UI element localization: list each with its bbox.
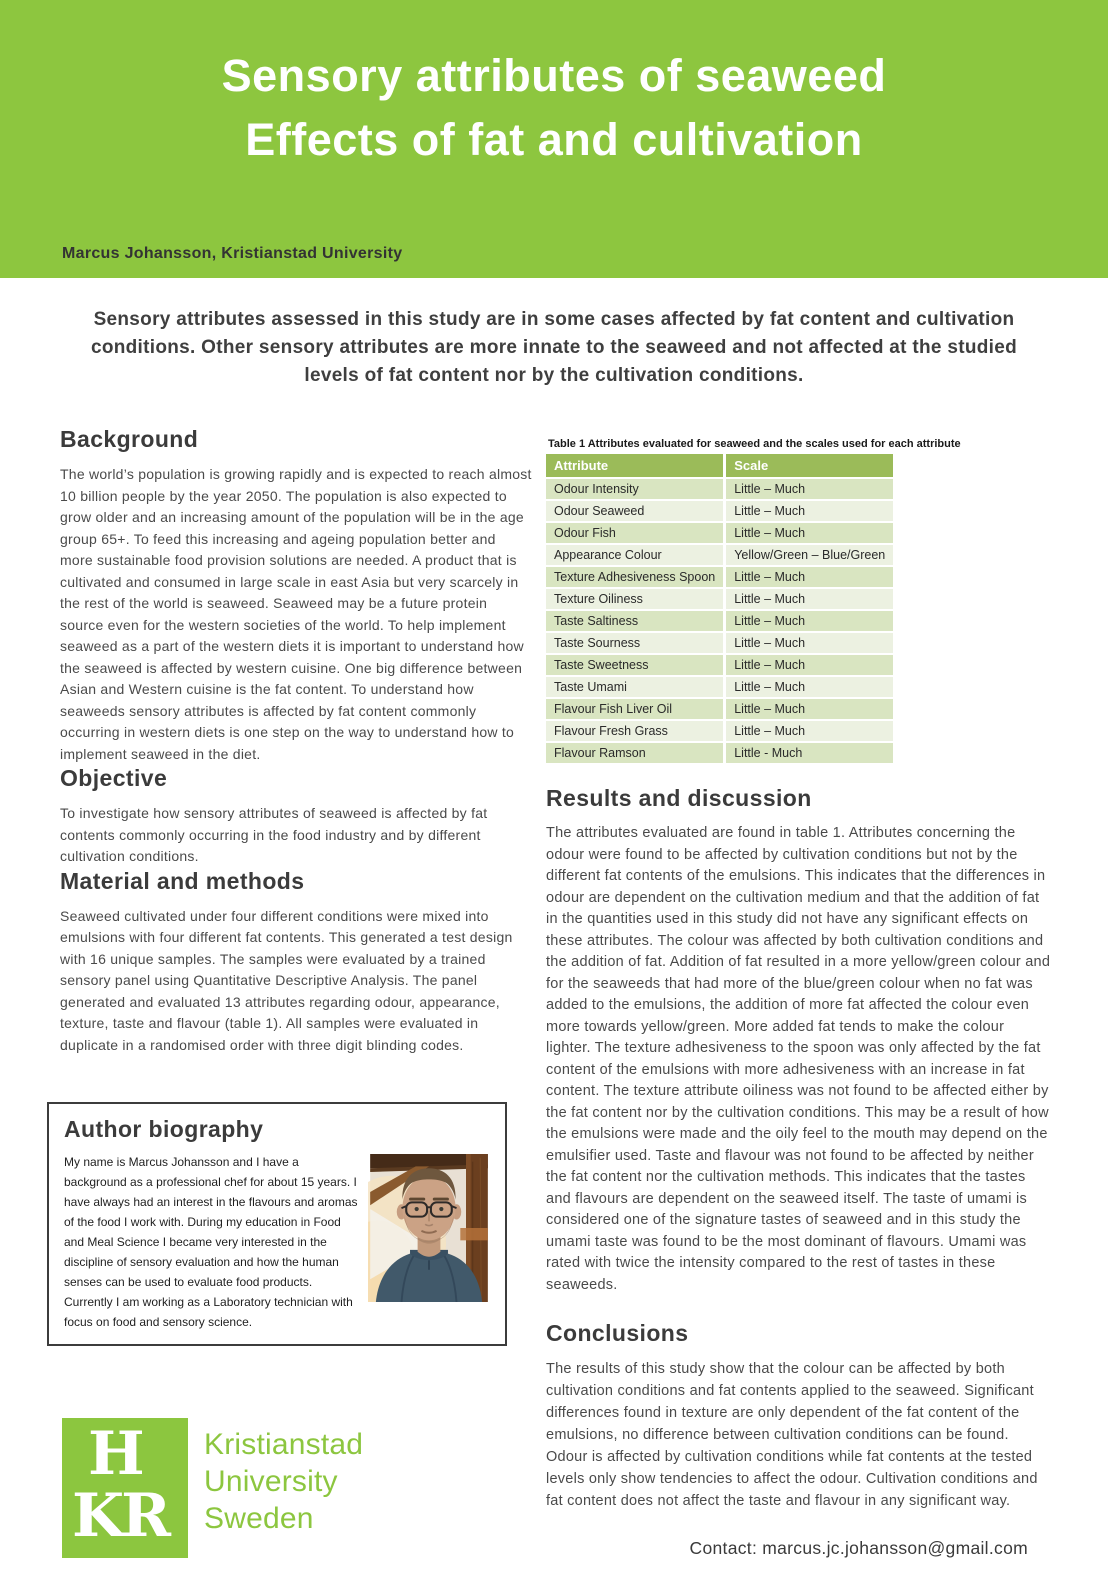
table-cell: Little – Much	[725, 676, 895, 698]
results-section	[546, 785, 1052, 1296]
table-row	[546, 588, 895, 610]
table-cell: Texture Oiliness	[546, 588, 725, 610]
table-cell: Little – Much	[725, 610, 895, 632]
table-cell: Little – Much	[725, 588, 895, 610]
bio-heading: Author biography	[64, 1116, 264, 1142]
conclusions-body: The results of this study show that the colour can be affected by both cultivation conditions and fat contents applied to the seaweed. Significant differences found in texture are only dependent of the fat content of the emulsions, no difference between cultivation conditions can be found. Odour is affected by cultivation conditions while fat contents at the tested levels only show tendencies to affect the odour. Cultivation conditions and fat content does not affect the taste and flavour in any significant way.	[546, 1361, 1038, 1509]
table-cell: Little - Much	[725, 742, 895, 764]
table-cell: Flavour Ramson	[546, 742, 725, 764]
table-cell: Little – Much	[725, 566, 895, 588]
table-cell: Taste Sweetness	[546, 654, 725, 676]
author-photo	[368, 1154, 490, 1302]
table-row	[546, 610, 895, 632]
table-row	[546, 720, 895, 742]
table-header-row	[546, 454, 895, 478]
poster-title	[0, 0, 1108, 172]
attributes-table-body	[546, 478, 895, 764]
attributes-table	[546, 454, 896, 765]
table-row	[546, 478, 895, 500]
results-heading: Results and discussion	[546, 785, 812, 811]
table-row	[546, 566, 895, 588]
table-caption: Table 1 Attributes evaluated for seaweed and the scales used for each attribute	[548, 438, 961, 450]
logo-org-line3: Sweden	[204, 1502, 314, 1535]
methods-body: Seaweed cultivated under four different conditions were mixed into emulsions with four different fat contents. This generated a test design with 16 unique samples. The samples were evaluated by a trained sensory panel using Quantitative Descriptive Analysis. The panel generated and evaluated 13 attributes regarding odour, appearance, texture, taste and flavour (table 1). All samples were evaluated in duplicate in a randomised order with three digit blinding codes.	[60, 907, 513, 1053]
table-row	[546, 522, 895, 544]
table-row	[546, 500, 895, 522]
table-row	[546, 698, 895, 720]
table-row	[546, 676, 895, 698]
logo-letter-h: H	[88, 1419, 145, 1489]
methods-heading: Material and methods	[60, 867, 305, 894]
logo-org-line2: University	[204, 1465, 338, 1498]
title-line-1: Sensory attributes of seaweed	[221, 50, 887, 101]
author-line: Marcus Johansson, Kristianstad University	[62, 245, 403, 262]
table-row	[546, 632, 895, 654]
results-body: The attributes evaluated are found in table 1. Attributes concerning the odour were found to be affected by cultivation conditions but not by the different fat contents of the emulsions. This indicates that the differences in odour are dependent on the cultivation medium and that the addition of fat in the quantities used in this study did not have any significant effects on these attributes. The colour was affected by both cultivation conditions and the addition of fat. Addition of fat resulted in a more yellow/green colour and for the seaweeds that had more of the blue/green colour when no fat was added to the emulsions, the addition of more fat affected the colour even more towards yellow/green. More added fat tends to make the colour lighter. The texture adhesiveness to the spoon was only affected by the fat content of the emulsions with more adhesiveness with an increase in fat content. The texture attribute oiliness was not found to be affected either by the fat content nor by the cultivation conditions. This may be a result of how the emulsions were made and the oily feel to the mouth may depend on the emulsifier used. Taste and flavour was not found to be affected by neither the fat content nor the cultivation methods. This indicates that the tastes and flavours are dependent on the seaweed itself. The taste of umami is considered one of the signature tastes of seaweed and in this study the umami taste was found to be the most dominant of flavours. Umami was rated with twice the intensity compared to the rest of tastes in these seaweeds.	[546, 825, 1051, 1293]
table-cell: Taste Umami	[546, 676, 725, 698]
table-cell: Odour Seaweed	[546, 500, 725, 522]
background-heading: Background	[60, 426, 199, 452]
contact-line: Contact: marcus.jc.johansson@gmail.com	[689, 1538, 1028, 1558]
table-cell: Little – Much	[725, 478, 895, 500]
table-cell: Flavour Fish Liver Oil	[546, 698, 725, 720]
right-column	[546, 438, 1052, 1559]
background-body: The world’s population is growing rapidly and is expected to reach almost 10 billion people by the year 2050. The population is also expected to grow older and an increasing amount of the population will be in the age group 65+. To feed this increasing and ageing population better and more sustainable food provision solutions are needed. A product that is cultivated and consumed in large scale in east Asia but very scarcely in the rest of the world is seaweed. Seaweed may be a future protein source even for the western societies of the world. To help implement seaweed as a part of the western diets it is important to understand how the seaweed is affected by western cuisine. One big difference between Asian and Western cuisine is the fat content. To understand how seaweeds sensory attributes is affected by fat content commonly occurring in western diets is one step on the way to understand how to implement seaweed in the diet.	[60, 466, 532, 762]
objective-heading: Objective	[60, 765, 168, 791]
table-cell: Yellow/Green – Blue/Green	[725, 544, 895, 566]
table-cell: Little – Much	[725, 720, 895, 742]
university-logo	[62, 1418, 532, 1558]
logo-org-line1: Kristianstad	[204, 1428, 364, 1461]
hkr-logo-icon	[62, 1418, 188, 1558]
table-row	[546, 654, 895, 676]
objective-body: To investigate how sensory attributes of seaweed is affected by fat contents commonly occurring in the food industry and by different cultivation conditions.	[60, 805, 488, 864]
intro-statement: Sensory attributes assessed in this study are in some cases affected by fat content and cultivation conditions. Other sensory attributes are more innate to the seaweed and not affected at the studied levels of fat content nor by the cultivation conditions.	[90, 309, 1018, 386]
logo-letters-kr: KR	[72, 1481, 169, 1551]
column-header-attribute: Attribute	[546, 454, 725, 478]
conclusions-section	[546, 1320, 1052, 1512]
table-cell: Little – Much	[725, 632, 895, 654]
table-cell: Taste Sourness	[546, 632, 725, 654]
table-cell: Appearance Colour	[546, 544, 725, 566]
table-cell: Odour Intensity	[546, 478, 725, 500]
table-row	[546, 742, 895, 764]
table-cell: Flavour Fresh Grass	[546, 720, 725, 742]
table-cell: Taste Saltiness	[546, 610, 725, 632]
table-cell: Little – Much	[725, 500, 895, 522]
logo-wordmark	[204, 1426, 363, 1537]
title-line-2: Effects of fat and cultivation	[245, 114, 863, 165]
header-banner	[0, 0, 1108, 278]
table-row	[546, 544, 895, 566]
conclusions-heading: Conclusions	[546, 1320, 689, 1346]
author-biography-box	[47, 1102, 507, 1346]
table-cell: Texture Adhesiveness Spoon	[546, 566, 725, 588]
left-column	[60, 426, 532, 1558]
table-cell: Little – Much	[725, 522, 895, 544]
bio-body: My name is Marcus Johansson and I have a background as a professional chef for about 15 years. I have always had an interest in the flavours and aromas of the food I work with. During my education in Food and Meal Science I became very interested in the discipline of sensory evaluation and how the human senses can be used to evaluate food products. Currently I am working as a Laboratory technician with focus on food and sensory science.	[64, 1155, 358, 1329]
table-cell: Odour Fish	[546, 522, 725, 544]
table-cell: Little – Much	[725, 698, 895, 720]
table-cell: Little – Much	[725, 654, 895, 676]
column-header-scale: Scale	[725, 454, 895, 478]
